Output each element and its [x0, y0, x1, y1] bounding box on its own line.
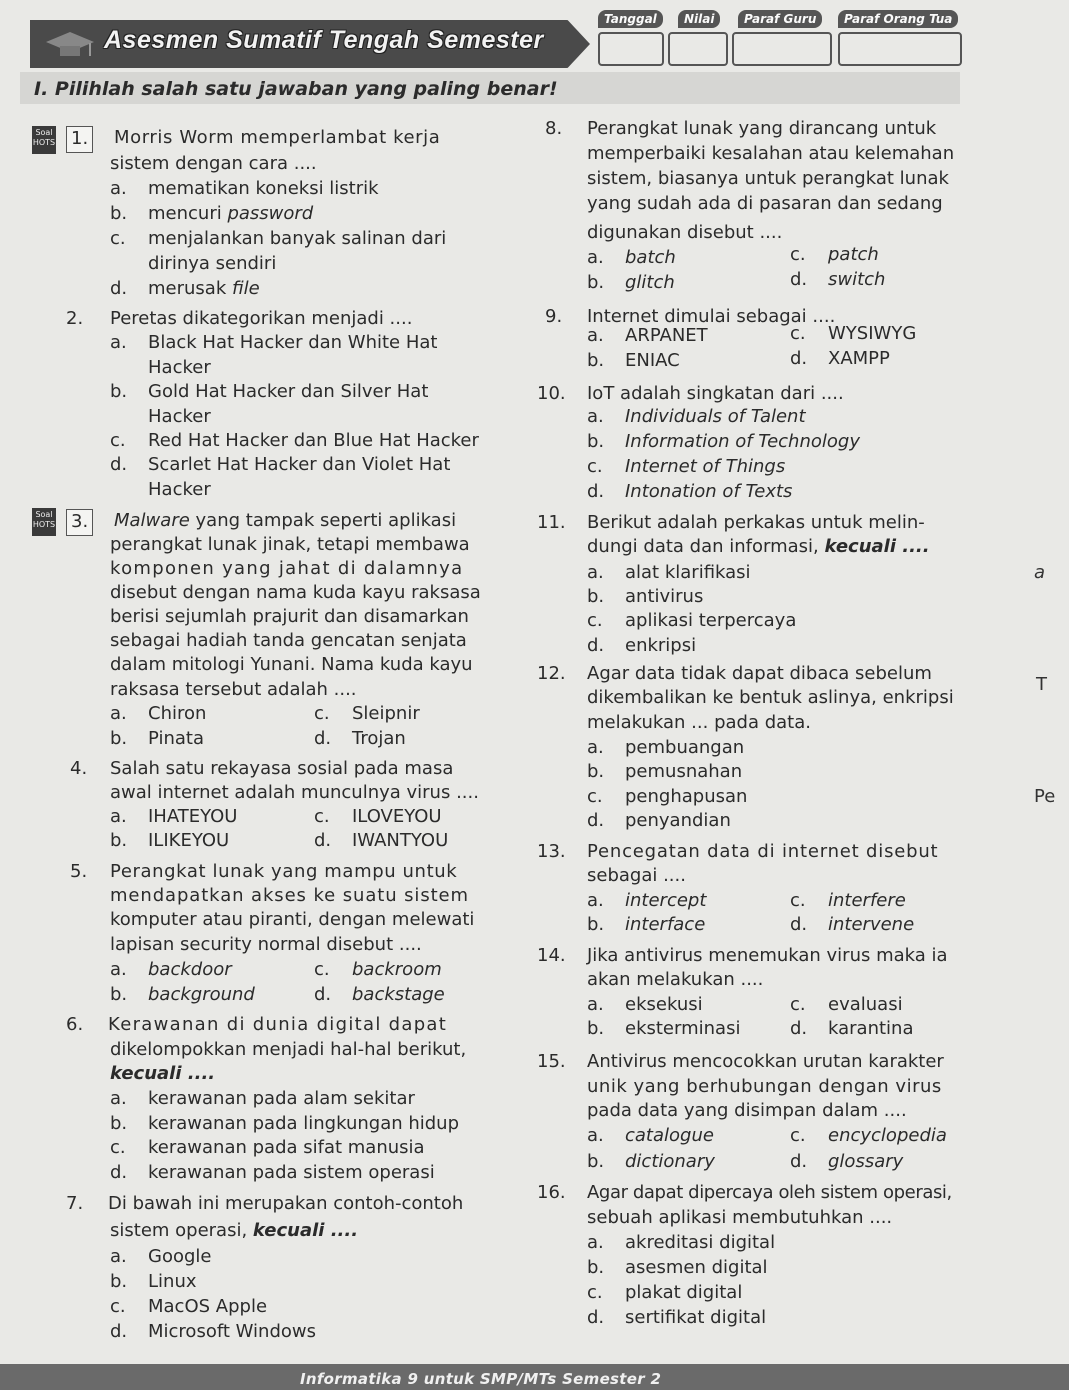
question-text: kecuali ....: [110, 1063, 216, 1084]
option-16b[interactable]: b. asesmen digital: [587, 1257, 768, 1278]
question-number: 3.: [66, 509, 93, 536]
option-10c[interactable]: c. Internet of Things: [587, 456, 786, 477]
question-text: raksasa tersebut adalah ....: [110, 679, 357, 700]
question-text: lapisan security normal disebut ....: [110, 934, 422, 955]
question-text: berisi sejumlah prajurit dan disamarkan: [110, 606, 469, 627]
question-text: melakukan ... pada data.: [587, 712, 811, 733]
hots-tag: Soal HOTS: [32, 126, 56, 154]
option-2c[interactable]: c. Red Hat Hacker dan Blue Hat Hacker: [110, 430, 479, 451]
question-text: disebut dengan nama kuda kayu raksasa: [110, 582, 481, 603]
option-14a[interactable]: a. eksekusi: [587, 994, 703, 1015]
date-label: Tanggal: [598, 10, 663, 28]
question-number: 15.: [537, 1051, 566, 1072]
question-number: 13.: [537, 841, 566, 862]
question-text: dikembalikan ke bentuk aslinya, enkripsi: [587, 687, 954, 708]
option-9b[interactable]: b. ENIAC: [587, 350, 680, 371]
question-text: IoT adalah singkatan dari ....: [587, 383, 844, 404]
option-10d[interactable]: d. Intonation of Texts: [587, 481, 793, 502]
question-number: 9.: [545, 306, 563, 327]
option-7d[interactable]: d. Microsoft Windows: [110, 1321, 316, 1342]
option-16a[interactable]: a. akreditasi digital: [587, 1232, 776, 1253]
question-text: Agar dapat dipercaya oleh sistem operasi,: [587, 1182, 952, 1203]
option-13c[interactable]: c. interfere: [790, 890, 906, 911]
option-9a[interactable]: a. ARPANET: [587, 325, 708, 346]
option-13a[interactable]: a. intercept: [587, 890, 707, 911]
question-text: akan melakukan ....: [587, 969, 764, 990]
option-4d[interactable]: d. IWANTYOU: [314, 830, 449, 851]
option-4b[interactable]: b. ILIKEYOU: [110, 830, 230, 851]
question-text: sebuah aplikasi membutuhkan ....: [587, 1207, 893, 1228]
question-text: dungi data dan informasi, kecuali ....: [587, 536, 930, 557]
option-5d[interactable]: d. backstage: [314, 984, 445, 1005]
question-text: sebagai ....: [587, 865, 686, 886]
option-7b[interactable]: b. Linux: [110, 1271, 197, 1292]
question-text: Salah satu rekayasa sosial pada masa: [110, 758, 454, 779]
option-1d[interactable]: d. merusak file: [110, 278, 260, 299]
option-4a[interactable]: a. IHATEYOU: [110, 806, 238, 827]
option-6c[interactable]: c. kerawanan pada sifat manusia: [110, 1137, 425, 1158]
question-text: awal internet adalah munculnya virus ....: [110, 782, 479, 803]
option-14b[interactable]: b. eksterminasi: [587, 1018, 741, 1039]
option-3d[interactable]: d. Trojan: [314, 728, 406, 749]
question-text: yang sudah ada di pasaran dan sedang: [587, 193, 943, 214]
question-text: komputer atau piranti, dengan melewati: [110, 909, 475, 930]
option-15c[interactable]: c. encyclopedia: [790, 1125, 947, 1146]
score-label: Nilai: [678, 10, 720, 28]
option-8d[interactable]: d. switch: [790, 269, 886, 290]
option-2b[interactable]: b. Gold Hat Hacker dan Silver Hat: [110, 381, 429, 402]
question-text: mendapatkan akses ke suatu sistem: [110, 885, 469, 906]
question-text: Perangkat lunak yang dirancang untuk: [587, 118, 937, 139]
question-number: 14.: [537, 945, 566, 966]
parent-sign-label: Paraf Orang Tua: [838, 10, 958, 28]
option-10b[interactable]: b. Information of Technology: [587, 431, 860, 452]
option-16d[interactable]: d. sertifikat digital: [587, 1307, 767, 1328]
option-1a[interactable]: a. mematikan koneksi listrik: [110, 178, 379, 199]
question-text: Pencegatan data di internet disebut: [587, 841, 939, 862]
question-number: 7.: [66, 1193, 84, 1214]
question-text: sistem, biasanya untuk perangkat lunak: [587, 168, 949, 189]
question-text: Malware yang tampak seperti aplikasi: [114, 510, 457, 531]
option-14d[interactable]: d. karantina: [790, 1018, 914, 1039]
option-2d-cont: Hacker: [148, 479, 211, 500]
question-text: dikelompokkan menjadi hal-hal berikut,: [110, 1039, 467, 1060]
question-number: 8.: [545, 118, 563, 139]
question-text: perangkat lunak jinak, tetapi membawa: [110, 534, 470, 555]
option-9d[interactable]: d. XAMPP: [790, 348, 890, 369]
hots-tag: Soal HOTS: [32, 508, 56, 536]
question-text: Jika antivirus menemukan virus maka ia: [587, 945, 948, 966]
question-text: Internet dimulai sebagai ....: [587, 306, 836, 327]
option-11b[interactable]: b. antivirus: [587, 586, 704, 607]
option-13b[interactable]: b. interface: [587, 914, 706, 935]
margin-mark: Pe: [1034, 786, 1056, 807]
question-text: sistem operasi, kecuali ....: [110, 1220, 359, 1241]
margin-mark: T: [1036, 674, 1047, 695]
option-11a[interactable]: a. alat klarifikasi: [587, 562, 751, 583]
option-6d[interactable]: d. kerawanan pada sistem operasi: [110, 1162, 435, 1183]
option-3c[interactable]: c. Sleipnir: [314, 703, 420, 724]
question-number: 1.: [66, 126, 93, 153]
graduation-cap-icon: [42, 30, 98, 60]
option-15b[interactable]: b. dictionary: [587, 1151, 715, 1172]
date-field[interactable]: [598, 8, 664, 66]
question-number: 5.: [70, 861, 88, 882]
option-4c[interactable]: c. ILOVEYOU: [314, 806, 442, 827]
question-number: 4.: [70, 758, 88, 779]
question-text: Perangkat lunak yang mampu untuk: [110, 861, 458, 882]
question-text: digunakan disebut ....: [587, 222, 783, 243]
option-1c[interactable]: c. menjalankan banyak salinan dari: [110, 228, 447, 249]
question-text: pada data yang disimpan dalam ....: [587, 1100, 907, 1121]
option-2d[interactable]: d. Scarlet Hat Hacker dan Violet Hat: [110, 454, 451, 475]
option-3a[interactable]: a. Chiron: [110, 703, 207, 724]
question-number: 2.: [66, 308, 84, 329]
option-12b[interactable]: b. pemusnahan: [587, 761, 743, 782]
option-1b[interactable]: b. mencuri password: [110, 203, 314, 224]
question-text: Kerawanan di dunia digital dapat: [108, 1014, 448, 1035]
teacher-sign-label: Paraf Guru: [738, 10, 822, 28]
option-5c[interactable]: c. backroom: [314, 959, 442, 980]
option-2a[interactable]: a. Black Hat Hacker dan White Hat: [110, 332, 438, 353]
teacher-sign-field[interactable]: [732, 8, 832, 66]
question-text: sebagai hadiah tanda gencatan senjata: [110, 630, 467, 651]
option-6a[interactable]: a. kerawanan pada alam sekitar: [110, 1088, 415, 1109]
question-text: Agar data tidak dapat dibaca sebelum: [587, 663, 932, 684]
option-5b[interactable]: b. background: [110, 984, 255, 1005]
teacher-sign-box[interactable]: [732, 32, 832, 66]
date-box[interactable]: [598, 32, 664, 66]
question-text: memperbaiki kesalahan atau kelemahan: [587, 143, 955, 164]
option-9c[interactable]: c. WYSIWYG: [790, 323, 917, 344]
parent-sign-field[interactable]: [838, 8, 962, 66]
option-15d[interactable]: d. glossary: [790, 1151, 904, 1172]
margin-mark: a: [1034, 562, 1046, 583]
option-2b-cont: Hacker: [148, 406, 211, 427]
option-5a[interactable]: a. backdoor: [110, 959, 232, 980]
question-text: Berikut adalah perkakas untuk melin-: [587, 512, 925, 533]
question-text: komponen yang jahat di dalamnya: [110, 558, 464, 579]
option-7a[interactable]: a. Google: [110, 1246, 212, 1267]
option-7c[interactable]: c. MacOS Apple: [110, 1296, 268, 1317]
question-text: Antivirus mencocokkan urutan karakter: [587, 1051, 944, 1072]
parent-sign-box[interactable]: [838, 32, 962, 66]
question-number: 10.: [537, 383, 566, 404]
question-text: sistem dengan cara ....: [110, 153, 317, 174]
question-number: 12.: [537, 663, 566, 684]
footer-text: Informatika 9 untuk SMP/MTs Semester 2: [300, 1370, 662, 1388]
option-2a-cont: Hacker: [148, 357, 211, 378]
option-11d[interactable]: d. enkripsi: [587, 635, 697, 656]
question-text: Peretas dikategorikan menjadi ....: [110, 308, 413, 329]
question-text: dalam mitologi Yunani. Nama kuda kayu: [110, 654, 473, 675]
question-number: 11.: [537, 512, 566, 533]
option-10a[interactable]: a. Individuals of Talent: [587, 406, 806, 427]
option-14c[interactable]: c. evaluasi: [790, 994, 903, 1015]
option-16c[interactable]: c. plakat digital: [587, 1282, 743, 1303]
question-number: 16.: [537, 1182, 566, 1203]
score-box[interactable]: [668, 32, 728, 66]
option-3b[interactable]: b. Pinata: [110, 728, 204, 749]
assessment-title: Asesmen Sumatif Tengah Semester: [104, 26, 544, 54]
instruction: I. Pilihlah salah satu jawaban yang paling benar!: [34, 78, 558, 100]
option-8a[interactable]: a. batch: [587, 247, 676, 268]
option-12a[interactable]: a. pembuangan: [587, 737, 745, 758]
option-6b[interactable]: b. kerawanan pada lingkungan hidup: [110, 1113, 460, 1134]
score-field[interactable]: [668, 8, 728, 66]
option-1c-cont: dirinya sendiri: [148, 253, 277, 274]
option-8b[interactable]: b. glitch: [587, 272, 675, 293]
question-text: unik yang berhubungan dengan virus: [587, 1076, 942, 1097]
option-12c[interactable]: c. penghapusan: [587, 786, 748, 807]
question-number: 6.: [66, 1014, 84, 1035]
question-text: Morris Worm memperlambat kerja: [114, 127, 441, 148]
option-12d[interactable]: d. penyandian: [587, 810, 731, 831]
option-15a[interactable]: a. catalogue: [587, 1125, 714, 1146]
option-11c[interactable]: c. aplikasi terpercaya: [587, 610, 797, 631]
option-13d[interactable]: d. intervene: [790, 914, 915, 935]
question-text: Di bawah ini merupakan contoh-contoh: [108, 1193, 464, 1214]
option-8c[interactable]: c. patch: [790, 244, 879, 265]
